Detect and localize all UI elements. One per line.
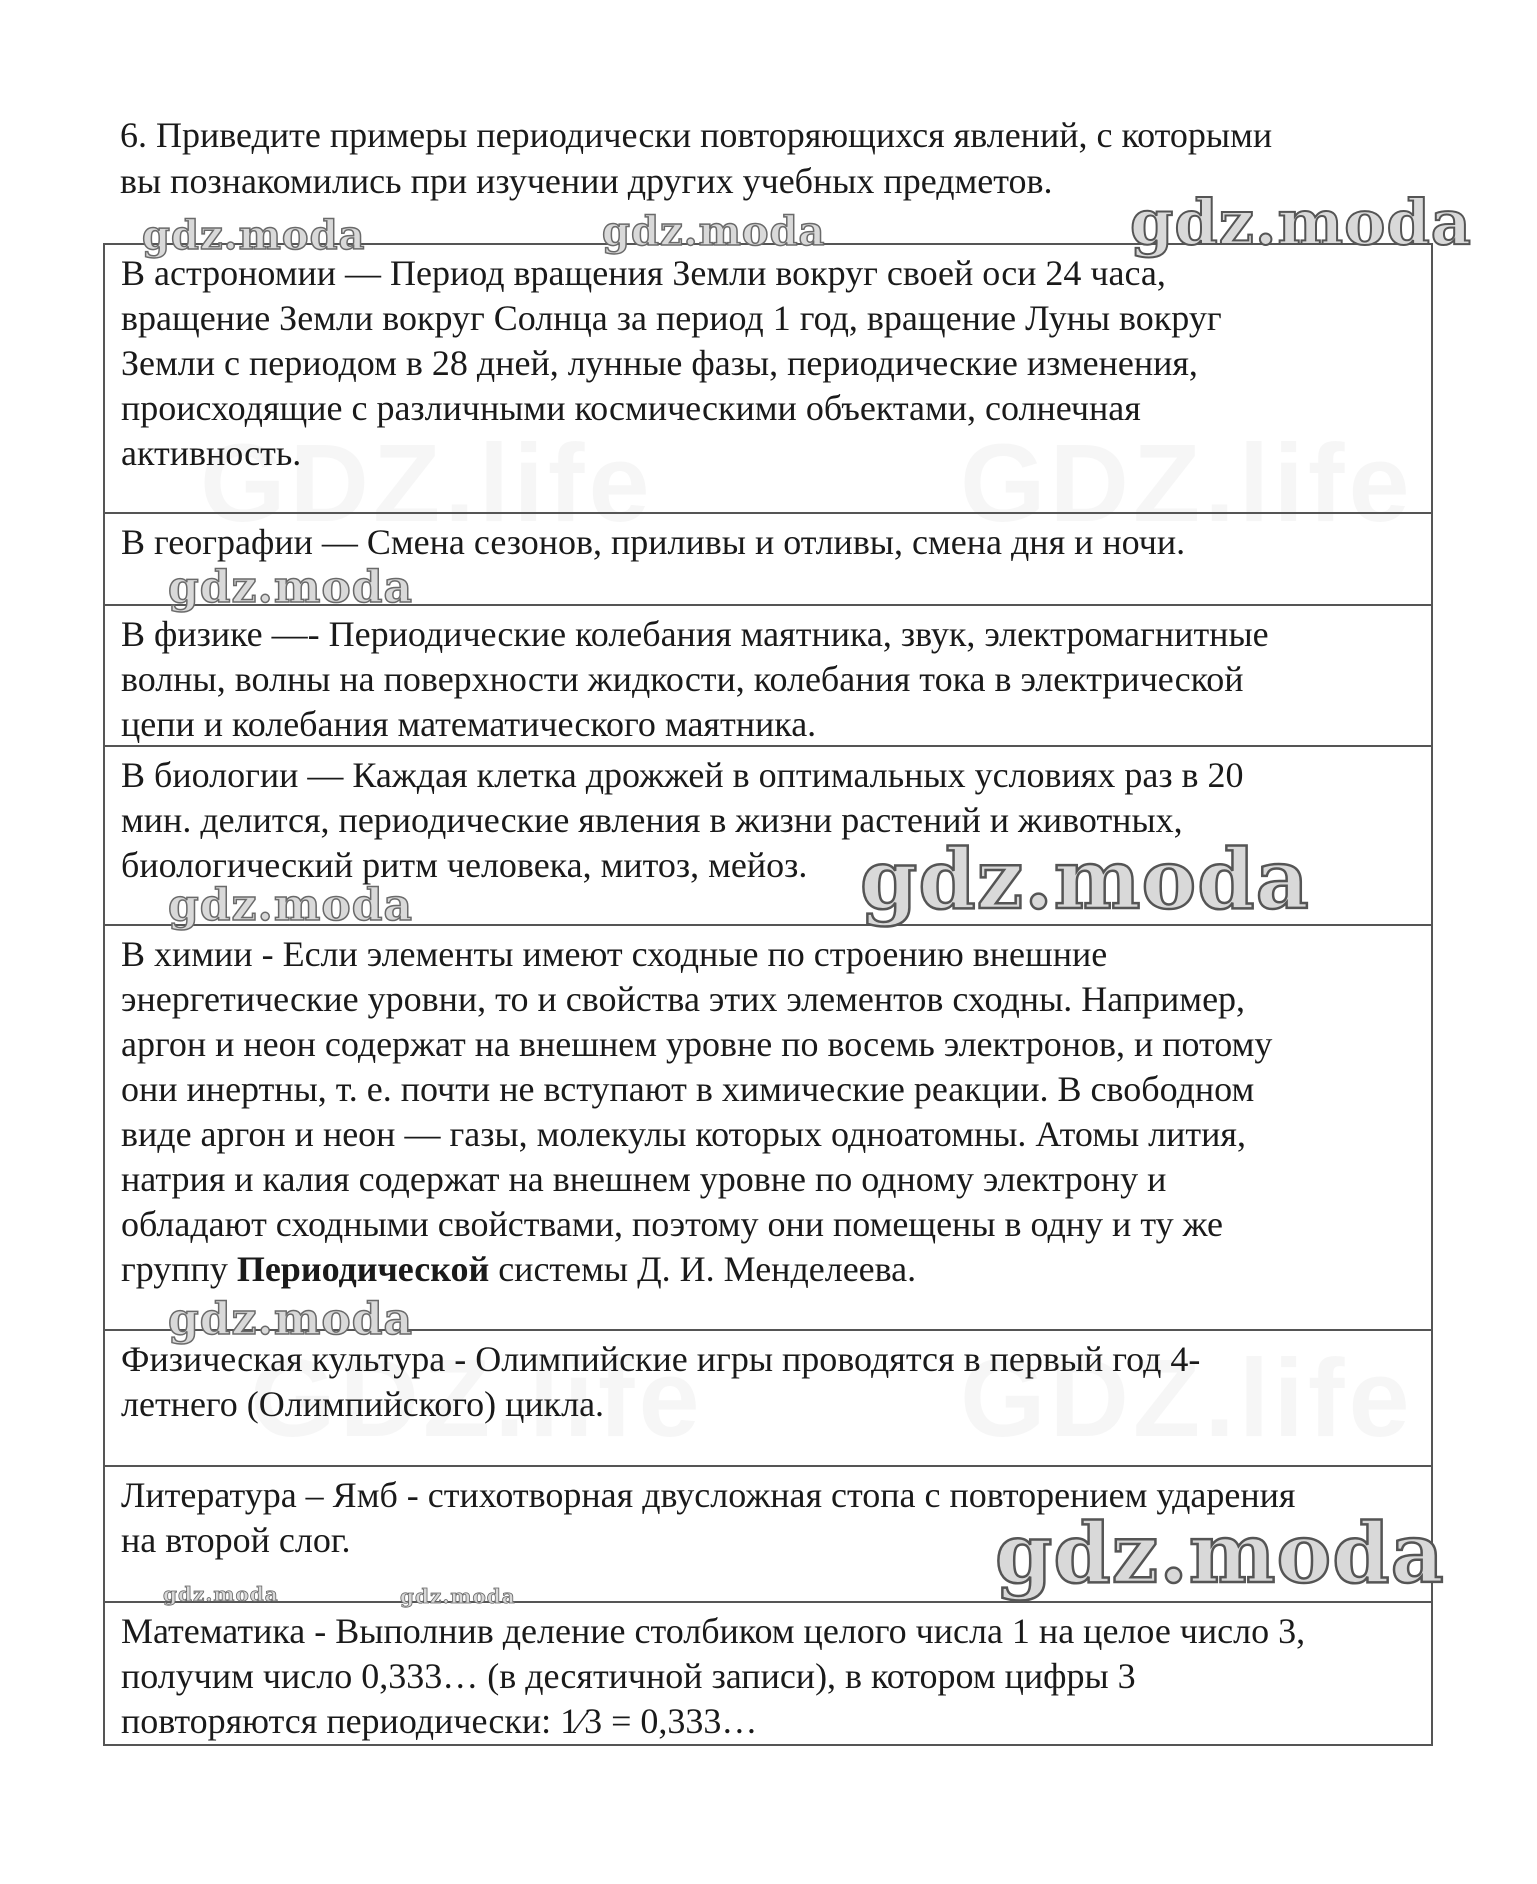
row-line: повторяются периодически: 1⁄3 = 0,333… xyxy=(121,1701,758,1741)
watermark-logo: gdz.moda xyxy=(142,212,366,259)
row-line: на второй слог. xyxy=(121,1520,351,1560)
question-line: вы познакомились при изучении других учебных предметов. xyxy=(120,161,1053,201)
row-line: аргон и неон содержат на внешнем уровне по восемь электронов, и потому xyxy=(121,1024,1273,1064)
watermark-logo: gdz.moda xyxy=(1130,186,1472,259)
row-line: цепи и колебания математического маятника. xyxy=(121,704,817,744)
answer-row-astronomy xyxy=(105,245,1431,514)
row-line: летнего (Олимпийского) цикла. xyxy=(121,1384,605,1424)
row-line: вращение Земли вокруг Солнца за период 1 год, вращение Луны вокруг xyxy=(121,298,1222,338)
row-line: натрия и калия содержат на внешнем уровне по одному электрону и xyxy=(121,1159,1167,1199)
answer-row-literature xyxy=(105,1467,1431,1603)
row-line: Земли с периодом в 28 дней, лунные фазы, периодические изменения, xyxy=(121,343,1198,383)
row-line: В астрономии — Период вращения Земли вокруг своей оси 24 часа, xyxy=(121,253,1166,293)
row-line: виде аргон и неон — газы, молекулы которых одноатомны. Атомы лития, xyxy=(121,1114,1246,1154)
bold-term: Периодической xyxy=(236,1249,490,1289)
answer-row-mathematics xyxy=(105,1603,1431,1744)
row-line xyxy=(121,1247,1415,1292)
watermark-logo: gdz.moda xyxy=(168,1294,414,1345)
watermark-logo: gdz.moda xyxy=(400,1584,516,1608)
row-line: Физическая культура - Олимпийские игры проводятся в первый год 4- xyxy=(121,1339,1201,1379)
row-line: активность. xyxy=(121,433,302,473)
watermark-logo: gdz.moda xyxy=(168,562,414,613)
row-line: В химии - Если элементы имеют сходные по строению внешние xyxy=(121,934,1108,974)
row-line: энергетические уровни, то и свойства этих элементов сходны. Например, xyxy=(121,979,1246,1019)
row-line: волны, волны на поверхности жидкости, колебания тока в электрической xyxy=(121,659,1244,699)
watermark-logo: gdz.moda xyxy=(860,832,1310,928)
row-line: мин. делится, периодические явления в жизни растений и животных, xyxy=(121,800,1183,840)
row-line: обладают сходными свойствами, поэтому они помещены в одну и ту же xyxy=(121,1204,1223,1244)
row-line: получим число 0,333… (в десятичной записи), в котором цифры 3 xyxy=(121,1656,1136,1696)
row-line: В биологии — Каждая клетка дрожжей в оптимальных условиях раз в 20 xyxy=(121,755,1244,795)
answer-row-physical-culture xyxy=(105,1331,1431,1467)
watermark-logo: gdz.moda xyxy=(163,1582,279,1606)
row-line: происходящие с различными космическими объектами, солнечная xyxy=(121,388,1141,428)
answer-row-chemistry xyxy=(105,926,1431,1331)
answer-row-physics xyxy=(105,606,1431,747)
answer-table xyxy=(103,243,1433,1746)
answer-row-geography xyxy=(105,514,1431,606)
watermark-logo: gdz.moda xyxy=(995,1506,1445,1602)
answer-row-biology xyxy=(105,747,1431,926)
question-line: 6. Приведите примеры периодически повторяющихся явлений, с которыми xyxy=(120,115,1273,155)
row-line: они инертны, т. е. почти не вступают в химические реакции. В свободном xyxy=(121,1069,1255,1109)
watermark-logo: gdz.moda xyxy=(168,880,414,931)
row-line: Литература – Ямб - стихотворная двусложная стопа с повторением ударения xyxy=(121,1475,1296,1515)
row-line: В физике —- Периодические колебания маятника, звук, электромагнитные xyxy=(121,614,1269,654)
watermark-logo: gdz.moda xyxy=(602,208,826,255)
row-line-prefix: группу xyxy=(121,1249,237,1289)
row-line-suffix: системы Д. И. Менделеева. xyxy=(489,1249,917,1289)
row-line: В географии — Смена сезонов, приливы и отливы, смена дня и ночи. xyxy=(121,522,1186,562)
question-text xyxy=(120,112,1440,204)
row-line: Математика - Выполнив деление столбиком целого числа 1 на целое число 3, xyxy=(121,1611,1306,1651)
row-line: биологический ритм человека, митоз, мейоз. xyxy=(121,845,808,885)
